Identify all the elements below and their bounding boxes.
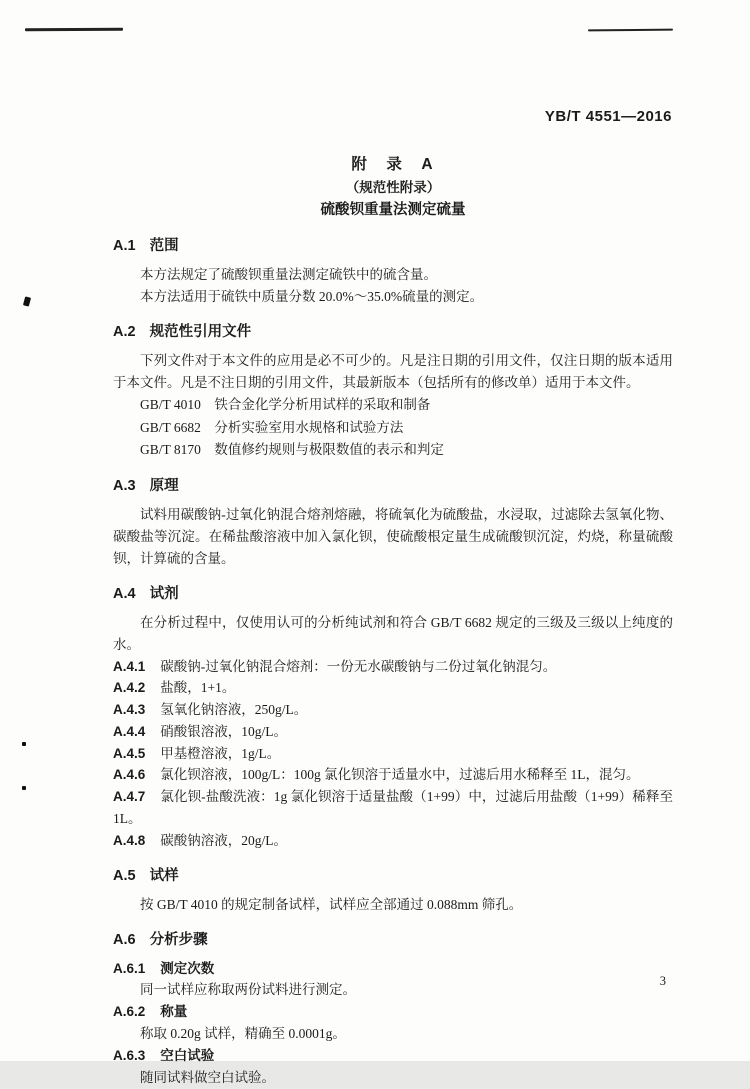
clause-text: 氯化钡-盐酸洗液：1g 氯化钡溶于适量盐酸（1+99）中，过滤后用盐酸（1+99）稀释至 1L。 xyxy=(113,789,673,827)
section-heading-a6 xyxy=(113,929,673,951)
section-title: 试剂 xyxy=(149,585,179,602)
section-heading-a3 xyxy=(113,475,673,497)
clause-item xyxy=(113,786,673,830)
clause-number: A.4.5 xyxy=(113,745,146,761)
clause-text: 硝酸银溶液，10g/L。 xyxy=(160,723,288,739)
reference-item: GB/T 4010 铁合金化学分析用试样的采取和制备 xyxy=(140,397,431,412)
scan-speck xyxy=(23,296,31,306)
appendix-type: （规范性附录） xyxy=(345,180,441,195)
clause-title: 空白试验 xyxy=(160,1048,215,1064)
clause-item xyxy=(113,830,673,852)
clause-item xyxy=(113,743,673,765)
paragraph: 按 GB/T 4010 的规定制备试样，试样应全部通过 0.088mm 筛孔。 xyxy=(140,896,523,912)
clause-text: 氯化钡溶液，100g/L：100g 氯化钡溶于适量水中，过滤后用水稀释至 1L，混匀。 xyxy=(160,767,640,783)
clause-item xyxy=(113,721,673,743)
subsection-heading-a63 xyxy=(113,1045,673,1067)
section-heading-a4 xyxy=(113,583,673,605)
appendix-title-block xyxy=(113,153,673,222)
clause-text: 碳酸钠-过氧化钠混合熔剂：一份无水碳酸钠与二份过氧化钠混匀。 xyxy=(160,658,557,674)
scan-artifact-line-left xyxy=(25,28,123,32)
clause-number: A.4.2 xyxy=(113,680,146,696)
paragraph: 随同试料做空白试验。 xyxy=(140,1070,275,1086)
paragraph: 称取 0.20g 试样，精确至 0.0001g。 xyxy=(140,1026,346,1042)
paragraph: 本方法规定了硫酸钡重量法测定硫铁中的硫含量。 xyxy=(140,267,437,282)
clause-number: A.4.1 xyxy=(113,658,146,674)
section-title: 规范性引用文件 xyxy=(149,324,252,340)
clause-number: A.4.4 xyxy=(113,723,146,739)
scan-speck xyxy=(22,742,26,746)
section-number: A.6 xyxy=(113,931,136,948)
clause-text: 氢氧化钠溶液，250g/L。 xyxy=(160,702,308,718)
section-number: A.4 xyxy=(113,585,136,602)
clause-item xyxy=(113,764,673,786)
clause-text: 盐酸，1+1。 xyxy=(160,680,236,696)
clause-number: A.4.3 xyxy=(113,702,146,718)
scan-speck xyxy=(22,786,26,790)
clause-number: A.6.2 xyxy=(113,1004,146,1020)
section-heading-a2 xyxy=(113,321,673,343)
appendix-name: 硫酸钡重量法测定硫量 xyxy=(320,202,466,218)
paragraph: 下列文件对于本文件的应用是必不可少的。凡是注日期的引用文件，仅注日期的版本适用于本文件。凡是不注日期的引用文件，其最新版本（包括所有的修改单）适用于本文件。 xyxy=(113,353,673,390)
clause-item xyxy=(113,699,673,721)
clause-number: A.4.6 xyxy=(113,767,146,783)
section-heading-a5 xyxy=(113,865,673,887)
section-number: A.2 xyxy=(113,324,136,340)
scan-artifact-line-right xyxy=(588,29,673,32)
section-heading-a1 xyxy=(113,235,673,257)
page-number: 3 xyxy=(659,974,666,988)
section-title: 分析步骤 xyxy=(149,931,208,948)
clause-number: A.6.1 xyxy=(113,960,146,976)
reference-item: GB/T 6682 分析实验室用水规格和试验方法 xyxy=(140,419,404,435)
clause-text: 碳酸钠溶液，20g/L。 xyxy=(160,832,288,848)
clause-title: 称量 xyxy=(160,1004,188,1020)
section-number: A.1 xyxy=(113,238,136,254)
clause-number: A.4.7 xyxy=(113,789,146,805)
section-title: 试样 xyxy=(149,867,179,884)
section-number: A.3 xyxy=(113,477,136,494)
appendix-label: 附 录 A xyxy=(351,156,435,173)
section-title: 范围 xyxy=(149,238,179,254)
paragraph: 试料用碳酸钠-过氧化钠混合熔剂熔融，将硫氧化为硫酸盐，水浸取，过滤除去氢氧化物、碳酸盐等沉淀。在稀盐酸溶液中加入氯化钡，使硫酸根定量生成硫酸钡沉淀，灼烧，称量硫酸钡，计算硫的含量。 xyxy=(113,506,673,566)
doc-code-header: YB/T 4551—2016 xyxy=(544,108,672,125)
section-number: A.5 xyxy=(113,867,136,884)
page-content xyxy=(113,153,673,1089)
subsection-heading-a61 xyxy=(113,958,673,980)
clause-title: 测定次数 xyxy=(160,960,215,976)
subsection-heading-a62 xyxy=(113,1001,673,1023)
clause-number: A.4.8 xyxy=(113,832,146,848)
clause-text: 甲基橙溶液，1g/L。 xyxy=(160,745,281,761)
reference-item: GB/T 8170 数值修约规则与极限数值的表示和判定 xyxy=(140,442,444,457)
paragraph: 本方法适用于硫铁中质量分数 20.0%～35.0%硫量的测定。 xyxy=(140,289,484,304)
clause-item xyxy=(113,656,673,678)
paragraph: 同一试样应称取两份试料进行测定。 xyxy=(140,982,356,998)
section-title: 原理 xyxy=(149,477,179,494)
clause-item xyxy=(113,677,673,699)
clause-number: A.6.3 xyxy=(113,1048,146,1064)
paragraph: 在分析过程中，仅使用认可的分析纯试剂和符合 GB/T 6682 规定的三级及三级以上纯度的水。 xyxy=(113,614,673,652)
